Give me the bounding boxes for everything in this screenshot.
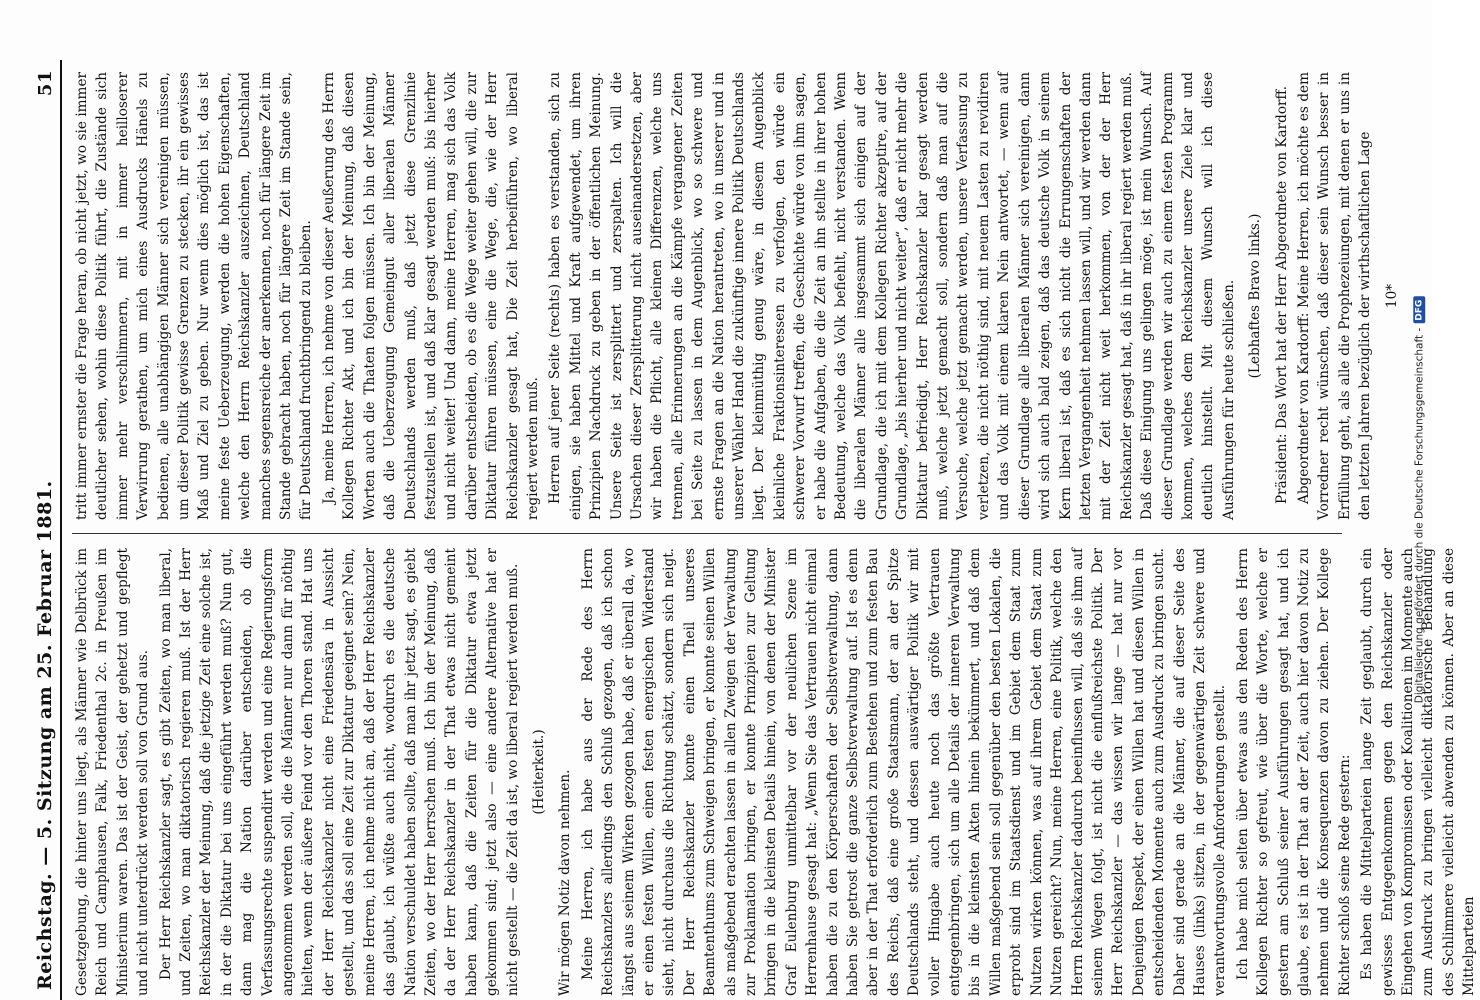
signature-mark: 10*	[1383, 283, 1400, 309]
left-column	[72, 548, 1478, 996]
left-paragraph: Ich habe mich selten über etwas aus den Reden des Herrn Kollegen Richter so gefreut, wie über die Worte, welche er gestern am Schluß seiner Ausführungen gesagt hat, und ich glaube, es ist in der That an der Zeit, auch hier davon Notiz zu nehmen und die Konsequenzen davon zu ziehen. Der Kollege Richter schloß seine Rede gestern:	[1234, 548, 1353, 996]
header-title: Reichstag. — 5. Sitzung am 25. Februar 1881.	[34, 480, 56, 990]
left-paragraph: Wir mögen Notiz davon nehmen.	[557, 769, 574, 996]
dfg-credit	[1413, 297, 1425, 704]
page-header	[28, 60, 62, 1000]
right-paragraph: Herren auf jener Seite (rechts) haben es verstanden, sich zu einigen, sie haben Mittel und Kraft aufgewendet, um ihren Prinzipien Nachdruck zu geben in der öffentlichen Meinung. Unsere Seite ist zersplittert und zerspalten. Ich will die Ursachen dieser Zersplitterung nicht auseinandersetzen, aber wir haben die Pflicht, alle kleinen Differenzen, welche uns trennen, alle Erinnerungen an die Kämpfe vergangener Zeiten bei Seite zu lassen in dem Augenblick, wo so schwere und ernste Fragen an die Nation herantreten, wo in unserer und in unserer Wähler Hand die zukünftige innere Politik Deutschlands liegt. Der kleinmüthig genug wäre, in diesem Augenblick kleinliche Fraktionsinteressen zu verfolgen, den würde ein schwerer Vorwurf treffen, die Geschichte würde von ihm sagen, er habe die Aufgaben, die die Zeit an ihn stellte in ihrer hohen Bedeutung, welche das Volk befiehlt, nicht verstanden. Wenn die liberalen Männer alle insgesammt sich einigen auf der Grundlage, die ich mit dem Kollegen Richter akzeptire, auf der Grundlage, „bis hierher und nicht weiter“, daß er nicht mehr die Diktatur befriedigt, Herr Reichskanzler klar gesagt werden muß, welche jetzt gemacht soll, sondern daß man auf die Versuche, welche jetzt gemacht werden, unsere Verfassung zu verletzen, die nicht nöthig sind, mit neuem Lasten zu revidiren und das Volk mit einem klaren Nein antwortet, — wenn auf dieser Grundlage alle liberalen Männer sich vereinigen, dann wird sich auch bald zeigen, daß das deutsche Volk in seinem Kern liberal ist, daß es sich nicht die Errungenschaften der letzten Vergangenheit nehmen lassen will, und wir werden dann mit der Zeit nicht weit herkommen, von der der Herr Reichskanzler gesagt hat, daß in ihr liberal regiert werden muß. Daß diese Einigung uns gelingen möge, ist mein Wunsch. Auf dieser Grundlage werden wir auch zu einem festen Programm kommen, welches dem Reichskanzler unsere Ziele klar und deutlich hinstellt. Mit diesem Wunsch will ich diese Ausführungen für heute schließen.	[547, 72, 1237, 520]
dfg-credit-text: Digitalisierung gefördert durch die Deutsche Forschungsgemeinschaft -	[1413, 327, 1425, 704]
left-paragraph: Der Herr Reichskanzler sagt, es gibt Zeiten, wo man liberal, und Zeiten, wo man diktatorisch regieren muß. Ist der Herr Reichskanzler der Meinung, daß die jetzige Zeit eine solche ist, in der die Diktatur bei uns eingeführt werden muß? Nun gut, dann mag die Nation darüber entscheiden, ob die Verfassungsrechte suspendirt werden und eine Regierungsform angenommen werden soll, die die Männer nur dann für nöthig hielten, wenn der äußere Feind vor den Thoren stand. Hat uns der Herr Reichskanzler nicht eine Friedensära in Aussicht gestellt, und das soll eine Zeit zur Diktatur geeignet sein? Nein, meine Herren, ich nehme nicht an, daß der Herr Reichskanzler das glaubt, ich wüßte auch nicht, wodurch es die deutsche Nation verschuldet haben sollte, daß man ihr jetzt sagt, es giebt Zeiten, wo der Herr herrschen muß. Ich bin der Meinung, daß da der Herr Reichskanzler in der That etwas nicht gemeint haben kann, daß die Zeiten für die Diktatur etwa jetzt gekommen sind; jetzt also — eine andere Alternative hat er nicht gestellt — die Zeit da ist, wo liberal regiert werden muß.	[157, 548, 521, 996]
president-statement: Präsident: Das Wort hat der Herr Abgeordnete von Kardorff.	[1273, 85, 1290, 504]
left-interjection: (Heiterkeit.)	[530, 729, 547, 815]
left-paragraph: Meine Herren, ich habe aus der Rede des Herrn Reichskanzlers allerdings den Schluß gezogen, daß ich schon längst aus seinem Wirken gezogen habe, daß er überall da, wo er einen festen Willen, einen festen energischen Widerstand sieht, nicht durchaus die Richtung schätzt, sondern sich neigt. Der Herr Reichskanzler konnte einen Theil unseres Beamtenthums zum Schweigen bringen, er konnte seinen Willen als maßgebend erachten lassen in allen Zweigen der Verwaltung zur Proklamation bringen, er konnte Prinzipien zur Geltung bringen in die kleinsten Details hinein, von denen der Minister Graf Eulenburg unmittelbar vor der neulichen Szene im Herrenhause gesagt hat: „Wenn Sie das Vertrauen nicht einmal haben die zu den Körperschaften der Selbstverwaltung, dann haben Sie getrost die ganze Selbstverwaltung auf. Ist es denn aber in der That erforderlich zum Bestehen und zum festen Bau des Reichs, daß eine große Staatsmann, der an der Spitze Deutschlands steht, und dessen auswärtiger Politik wir mit voller Hingabe auch heute noch das größte Vertrauen entgegenbringen, sich um alle Details der inneren Verwaltung bis in die kleinsten Akten hinein bekümmert, und daß dem Willen maßgebend sein soll gegenüber den besten Lokalen, die erprobt sind im Staatsdienst und im Gebiet dem Staat zum Nutzen wirken können, was auf ihrem Gebiet dem Staat zum Nutzen gereicht? Nun, meine Herren, eine Politik, welche den Herrn Reichskanzler dadurch beeinflussen will, daß sie ihm auf seinem Wegen folgt, ist nicht die einflußreichste Politik. Der Herr Reichskanzler — das wissen wir lange — hat nur vor Denjenigen Respekt, der einen Willen hat und diesen Willen in entscheidenden Momente auch zum Ausdruck zu bringen sucht. Daher sind gerade an die Männer, die auf dieser Seite des Hauses (links) sitzen, in der gegenwärtigen Zeit schwere und verantwortungsvolle Anforderungen gestellt.	[579, 548, 1229, 996]
left-paragraph: Gesetzgebung, die hinter uns liegt, als Männer wie Delbrück im Reich und Camphausen, Falk, Friedenthal 2c. in Preußen im Ministerium waren. Das ist der Geist, der gehetzt und gepflegt und nicht unterdrückt werden soll von Grund aus.	[74, 548, 152, 996]
column-divider	[72, 533, 1342, 534]
dfg-logo-icon: DFG	[1413, 297, 1425, 324]
right-paragraph: Ja, meine Herren, ich nehme von dieser Aeußerung des Herrn Kollegen Richter Akt, und ich bin der Meinung, daß diesen Worten auch die Thaten folgen müssen. Ich bin der Meinung, daß die Ueberzeugung Gemeingut aller liberalen Männer Deutschlands werden muß, daß jetzt diese Grenzlinie festzustellen ist, und daß klar gesagt werden muß: bis hierher und nicht weiter! Und dann, meine Herren, mag sich das Volk darüber entscheiden, ob es die Wege weiter gehen will, die zur Diktatur führen müssen, eine die Wege, die, wie der Herr Reichskanzler gesagt hat, Die Zeit herbeiführen, wo liberal regiert werden muß.	[320, 72, 541, 520]
speaker-statement: Abgeordneter von Kardorff: Meine Herren, ich möchte es dem Vorredner recht wünschen, daß dieser sein Wunsch besser in Erfüllung geht, als alle die Prophezeiungen, mit denen er uns in den letzten Jahren bezüglich der wirthschaftlichen Lage	[1295, 72, 1374, 520]
page-number: 51	[35, 70, 56, 97]
right-interjection: (Lebhaftes Bravo links.)	[1247, 213, 1264, 379]
right-paragraph: tritt immer ernster die Frage heran, ob nicht jetzt, wo sie immer deutlicher sehen, wohin diese Politik führt, die Zustände sich immer mehr verschlimmern, mit in immer heilloserer Verwirrung gerathen, um mich eines Ausdrucks Hänels zu bedienen, alle unabhängigen Männer sich vereinigen müssen, um dieser Politik gewisse Grenzen zu stecken, ihr ein gewisses Maß und Ziel zu geben. Nur wenn dies möglich ist, das ist meine feste Ueberzeugung, werden die hohen Eigenschaften, welche den Herrn Reichskanzler auszeichnen, Deutschland manches segensreiche der anerkennen, noch für längere Zeit im Stande gebracht haben, noch für längere Zeit im Stande sein, für Deutschland fruchtbringend zu bleiben.	[74, 72, 315, 520]
dfg-sidebar	[1406, 0, 1432, 1000]
left-quotation: Es haben die Mittelparteien lange Zeit geglaubt, durch ein gewisses Entgegenkommen gegen den Reichskanzler oder Eingehen von Kompromissen oder Koalitionen im Momente auch zum Ausdruck zu bringen vielleicht diktatorische Behandlung des Schlimmere vielleicht abwenden zu können. Aber an diese Mittelparteien	[1359, 548, 1478, 996]
right-column	[72, 72, 1400, 520]
